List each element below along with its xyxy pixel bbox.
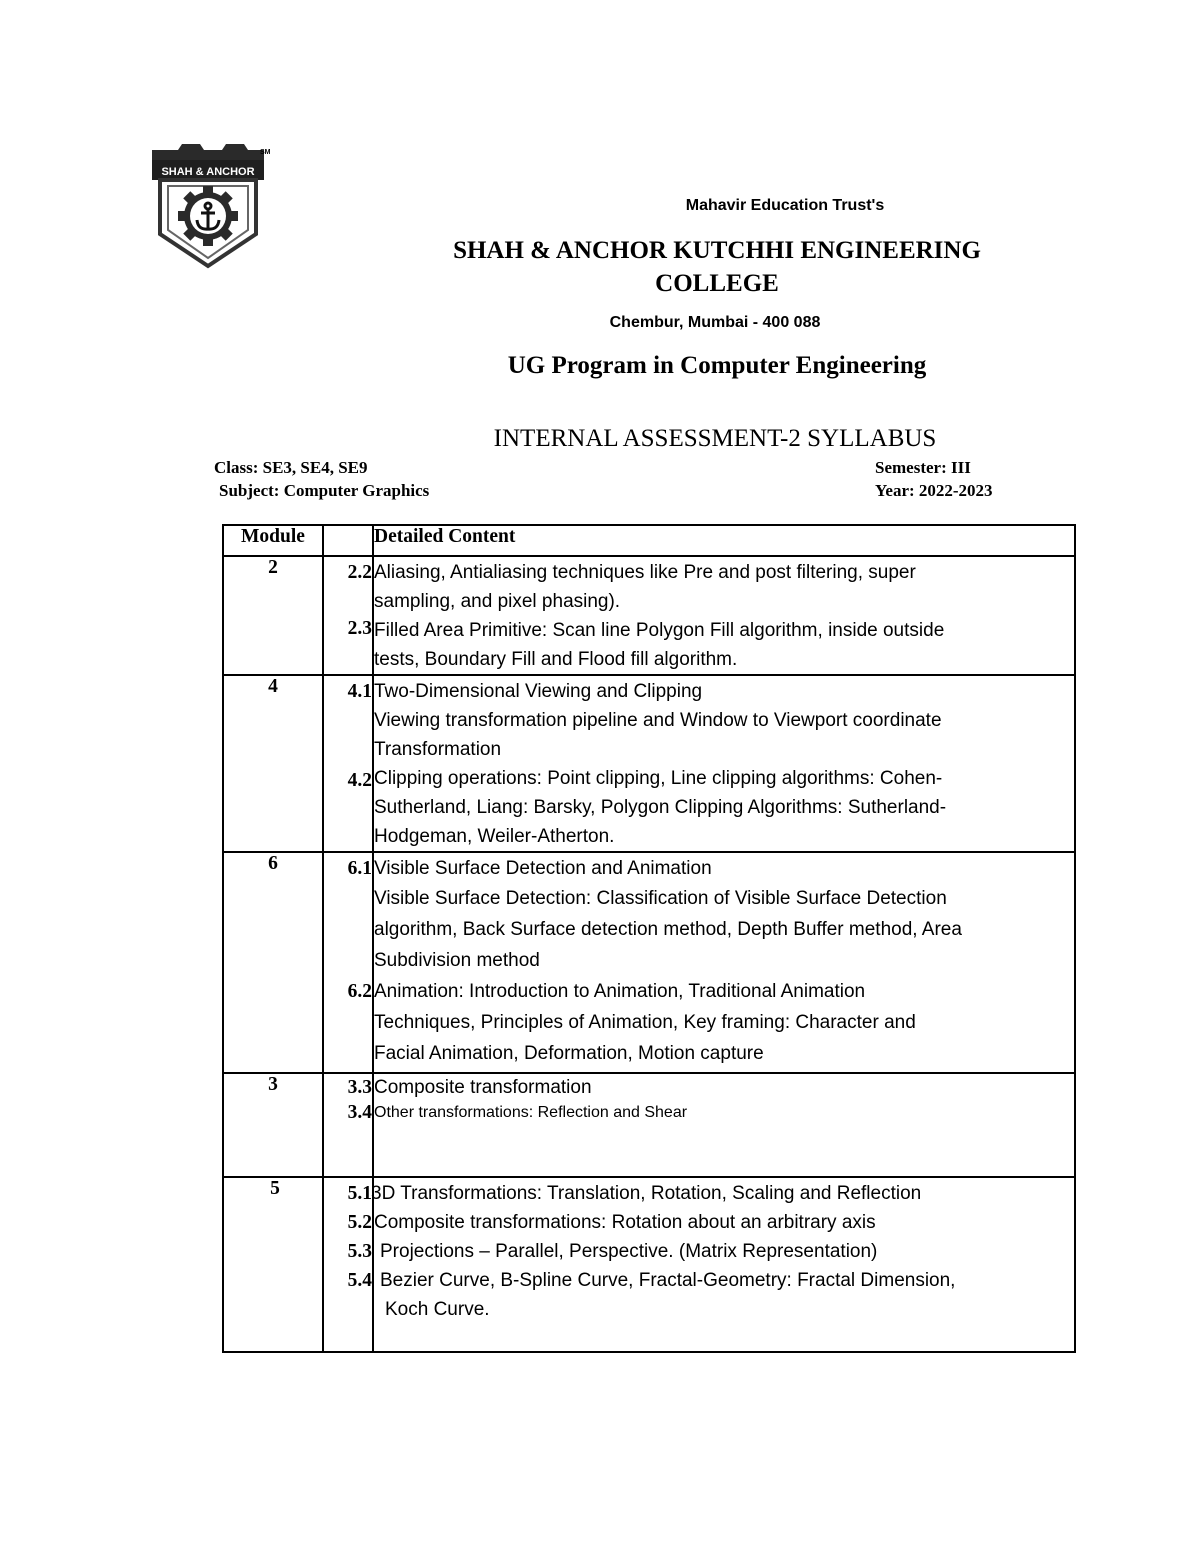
content-line: Transformation [374, 739, 502, 760]
module-content [373, 852, 1075, 1073]
content-line: Animation: Introduction to Animation, Traditional Animation [374, 981, 866, 1002]
content-line: Hodgeman, Weiler-Atherton. [374, 826, 615, 847]
logo-mark: SM [260, 149, 271, 156]
content-line: Bezier Curve, B-Spline Curve, Fractal-Geometry: Fractal Dimension, [380, 1270, 956, 1291]
content-line: algorithm, Back Surface detection method, Depth Buffer method, Area [374, 919, 962, 940]
module-content [373, 1073, 1075, 1177]
content-line: tests, Boundary Fill and Flood fill algorithm. [374, 649, 738, 670]
sub-topic: 5.4 [347, 1270, 372, 1291]
content-line: Viewing transformation pipeline and Window to Viewport coordinate [374, 710, 942, 731]
content-line: Facial Animation, Deformation, Motion capture [374, 1043, 764, 1064]
sub-topic-numbers [323, 1177, 373, 1352]
content-line: Koch Curve. [385, 1299, 490, 1320]
sub-topic-numbers [323, 675, 373, 852]
content-line: Composite transformation [374, 1077, 592, 1098]
module-number: 5 [223, 1177, 323, 1352]
sub-topic: 5.3 [347, 1241, 372, 1262]
content-line: Projections – Parallel, Perspective. (Matrix Representation) [380, 1241, 878, 1262]
sub-topic: 3.4 [347, 1102, 372, 1123]
sub-topic-numbers [323, 556, 373, 675]
module-number: 2 [223, 556, 323, 675]
content-line: Visible Surface Detection: Classification of Visible Surface Detection [374, 888, 947, 909]
module-content [373, 675, 1075, 852]
content-line: Techniques, Principles of Animation, Key framing: Character and [374, 1012, 916, 1033]
college-logo [148, 142, 278, 270]
sub-topic: 6.1 [347, 858, 372, 879]
sub-topic: 5.2 [347, 1212, 372, 1233]
content-line: Filled Area Primitive: Scan line Polygon Fill algorithm, inside outside [374, 620, 945, 641]
table-header-row [223, 525, 1075, 556]
content-line: sampling, and pixel phasing). [374, 591, 621, 612]
content-line: Other transformations: Reflection and Shear [374, 1104, 688, 1121]
year-info: Year: 2022-2023 [875, 481, 993, 500]
trust-name: Mahavir Education Trust's [685, 197, 885, 214]
table-row [223, 852, 1075, 1073]
college-name-line2: COLLEGE [655, 270, 779, 297]
module-content [373, 1177, 1075, 1352]
class-info: Class: SE3, SE4, SE9 [214, 458, 368, 477]
module-content [373, 556, 1075, 675]
subject-info: Subject: Computer Graphics [219, 481, 430, 500]
table-row [223, 675, 1075, 852]
content-line: Composite transformations: Rotation about an arbitrary axis [374, 1212, 876, 1233]
content-line: Sutherland, Liang: Barsky, Polygon Clipping Algorithms: Sutherland- [374, 797, 947, 818]
sub-topic: 5.1 [347, 1183, 372, 1204]
logo-text: SHAH & ANCHOR [161, 166, 255, 178]
assessment-title: INTERNAL ASSESSMENT-2 SYLLABUS [493, 425, 937, 452]
sub-topic: 3.3 [347, 1077, 372, 1098]
header-sub [323, 525, 373, 556]
table-row [223, 556, 1075, 675]
content-line: Two-Dimensional Viewing and Clipping [374, 681, 703, 702]
content-line: Clipping operations: Point clipping, Line clipping algorithms: Cohen- [374, 768, 943, 789]
program-title: UG Program in Computer Engineering [507, 352, 927, 379]
module-number: 6 [223, 852, 323, 1073]
module-number: 4 [223, 675, 323, 852]
header-module: Module [223, 525, 323, 556]
content-line: Aliasing, Antialiasing techniques like Pre and post filtering, super [374, 562, 916, 583]
table-row [223, 1073, 1075, 1177]
sub-topic-numbers [323, 1073, 373, 1177]
sub-topic: 6.2 [347, 981, 372, 1002]
semester-info: Semester: III [875, 458, 971, 477]
sub-topic: 2.2 [347, 562, 372, 583]
content-line: 3D Transformations: Translation, Rotation, Scaling and Reflection [371, 1183, 922, 1204]
sub-topic-numbers [323, 852, 373, 1073]
syllabus-table [222, 524, 1076, 1353]
sub-topic [324, 587, 372, 614]
module-number: 3 [223, 1073, 323, 1177]
header-content: Detailed Content [373, 525, 1075, 556]
college-name [410, 234, 1024, 300]
content-line: Visible Surface Detection and Animation [374, 858, 712, 879]
college-name-line1: SHAH & ANCHOR KUTCHHI ENGINEERING [453, 237, 981, 264]
college-address: Chembur, Mumbai - 400 088 [609, 314, 821, 331]
sub-topic: 4.2 [347, 770, 372, 791]
sub-topic: 4.1 [347, 681, 372, 702]
sub-topic: 2.3 [347, 618, 372, 639]
content-line: Subdivision method [374, 950, 540, 971]
table-row [223, 1177, 1075, 1352]
